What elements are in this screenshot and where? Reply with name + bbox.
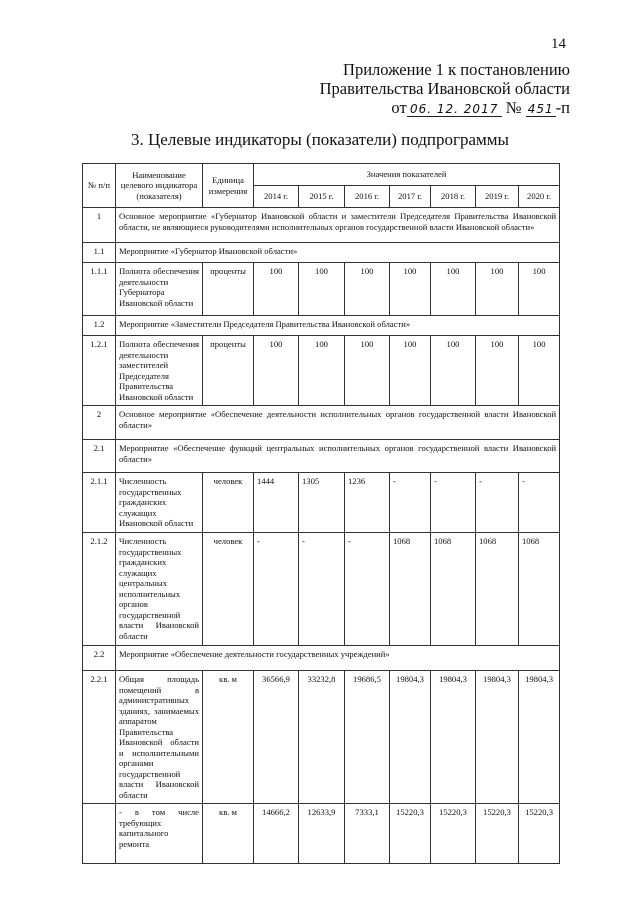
indicator-value: 14666,2 bbox=[254, 804, 299, 864]
indicator-value: - bbox=[345, 533, 390, 646]
indicator-value: - bbox=[476, 473, 519, 533]
row-number: 1 bbox=[83, 208, 116, 243]
indicator-value: 7333,1 bbox=[345, 804, 390, 864]
row-number: 2.1 bbox=[83, 440, 116, 473]
appendix-line-1: Приложение 1 к постановлению bbox=[343, 60, 570, 79]
section-text: Основное мероприятие «Обеспечение деятельности исполнительных органов государственной власти Ивановской области» bbox=[116, 406, 560, 440]
header-name: Наименование целевого индикатора (показателя) bbox=[116, 164, 203, 208]
row-number: 1.1 bbox=[83, 243, 116, 263]
row-number: 1.1.1 bbox=[83, 263, 116, 316]
indicator-unit: кв. м bbox=[203, 671, 254, 804]
indicator-value: 1068 bbox=[519, 533, 560, 646]
row-number: 1.2.1 bbox=[83, 336, 116, 406]
header-year: 2019 г. bbox=[476, 186, 519, 208]
indicator-unit: проценты bbox=[203, 336, 254, 406]
indicator-value: 15220,3 bbox=[390, 804, 431, 864]
header-year: 2015 г. bbox=[299, 186, 345, 208]
appendix-line-2: Правительства Ивановской области bbox=[319, 79, 570, 98]
indicator-value: - bbox=[519, 473, 560, 533]
indicator-value: - bbox=[431, 473, 476, 533]
section-text: Мероприятие «Обеспечение деятельности государственных учреждений» bbox=[116, 646, 560, 671]
appendix-header bbox=[320, 60, 570, 117]
header-values: Значения показателей bbox=[254, 164, 560, 186]
page-number: 14 bbox=[551, 36, 566, 52]
row-number: 2 bbox=[83, 406, 116, 440]
row-number: 2.2 bbox=[83, 646, 116, 671]
row-number: 2.2.1 bbox=[83, 671, 116, 804]
section-row bbox=[83, 646, 560, 671]
indicator-value: 19804,3 bbox=[431, 671, 476, 804]
header-year: 2017 г. bbox=[390, 186, 431, 208]
indicator-value: - bbox=[390, 473, 431, 533]
indicator-name: Общая площадь помещений в административных зданиях, занимаемых аппаратом Правительства Ивановской области и исполнительными органами государственной власти Ивановской области bbox=[116, 671, 203, 804]
indicator-value: 100 bbox=[431, 263, 476, 316]
row-number: 1.2 bbox=[83, 316, 116, 336]
section-row bbox=[83, 440, 560, 473]
indicator-value: 1236 bbox=[345, 473, 390, 533]
number-suffix: -п bbox=[555, 98, 570, 117]
indicator-name: Полнота обеспечения деятельности Губернатора Ивановской области bbox=[116, 263, 203, 316]
indicator-value: 100 bbox=[390, 336, 431, 406]
row-number bbox=[83, 804, 116, 864]
indicator-row bbox=[83, 473, 560, 533]
indicator-value: 19804,3 bbox=[390, 671, 431, 804]
indicator-unit: человек bbox=[203, 533, 254, 646]
header-num: № п/п bbox=[83, 164, 116, 208]
row-number: 2.1.1 bbox=[83, 473, 116, 533]
indicator-value: 100 bbox=[345, 263, 390, 316]
from-label: от bbox=[391, 98, 407, 117]
handwritten-date: 06. 12. 2017 bbox=[407, 102, 502, 117]
indicator-name: Полнота обеспечения деятельности заместителей Председателя Правительства Ивановской области bbox=[116, 336, 203, 406]
indicator-value: 100 bbox=[299, 336, 345, 406]
indicator-value: - bbox=[254, 533, 299, 646]
section-row bbox=[83, 316, 560, 336]
header-unit: Единица измерения bbox=[203, 164, 254, 208]
indicator-value: 33232,8 bbox=[299, 671, 345, 804]
indicator-value: 100 bbox=[519, 263, 560, 316]
header-year: 2014 г. bbox=[254, 186, 299, 208]
indicator-name: Численность государственных гражданских служащих центральных исполнительных органов государственной власти Ивановской области bbox=[116, 533, 203, 646]
indicator-name: Численность государственных гражданских служащих Ивановской области bbox=[116, 473, 203, 533]
indicators-table bbox=[82, 163, 560, 864]
indicator-value: 100 bbox=[476, 336, 519, 406]
indicator-value: 15220,3 bbox=[519, 804, 560, 864]
table-body bbox=[83, 208, 560, 864]
indicator-value: 15220,3 bbox=[476, 804, 519, 864]
indicator-value: 15220,3 bbox=[431, 804, 476, 864]
section-text: Мероприятие «Губернатор Ивановской области» bbox=[116, 243, 560, 263]
indicator-value: 100 bbox=[254, 336, 299, 406]
indicator-value: 100 bbox=[476, 263, 519, 316]
indicator-value: - bbox=[299, 533, 345, 646]
indicator-value: 100 bbox=[254, 263, 299, 316]
indicator-row bbox=[83, 533, 560, 646]
number-label: № bbox=[505, 98, 522, 117]
indicator-value: 19804,3 bbox=[519, 671, 560, 804]
indicator-row bbox=[83, 671, 560, 804]
indicator-value: 19686,5 bbox=[345, 671, 390, 804]
header-year: 2018 г. bbox=[431, 186, 476, 208]
indicator-row bbox=[83, 804, 560, 864]
section-text: Основное мероприятие «Губернатор Ивановской области и заместители Председателя Правительства Ивановской области, не являющиеся руководителями исполнительных органов государственной власти Ивановской области» bbox=[116, 208, 560, 243]
indicator-value: 100 bbox=[299, 263, 345, 316]
indicator-unit: человек bbox=[203, 473, 254, 533]
header-year: 2016 г. bbox=[345, 186, 390, 208]
section-title: 3. Целевые индикаторы (показатели) подпрограммы bbox=[131, 130, 509, 149]
appendix-line-3 bbox=[320, 98, 570, 117]
section-text: Мероприятие «Заместители Председателя Правительства Ивановской области» bbox=[116, 316, 560, 336]
indicator-name: - в том числе требующих капитального ремонта bbox=[116, 804, 203, 864]
handwritten-number: 451 bbox=[526, 102, 556, 117]
section-row bbox=[83, 406, 560, 440]
row-number: 2.1.2 bbox=[83, 533, 116, 646]
indicator-value: 1068 bbox=[476, 533, 519, 646]
section-row bbox=[83, 208, 560, 243]
indicator-value: 1068 bbox=[390, 533, 431, 646]
indicator-unit: проценты bbox=[203, 263, 254, 316]
indicator-value: 12633,9 bbox=[299, 804, 345, 864]
indicator-value: 1068 bbox=[431, 533, 476, 646]
indicator-value: 1444 bbox=[254, 473, 299, 533]
section-text: Мероприятие «Обеспечение функций центральных исполнительных органов государственной власти Ивановской области» bbox=[116, 440, 560, 473]
indicator-row bbox=[83, 263, 560, 316]
indicator-row bbox=[83, 336, 560, 406]
section-row bbox=[83, 243, 560, 263]
indicator-unit: кв. м bbox=[203, 804, 254, 864]
indicator-value: 100 bbox=[431, 336, 476, 406]
indicator-value: 19804,3 bbox=[476, 671, 519, 804]
indicator-value: 100 bbox=[390, 263, 431, 316]
indicator-value: 100 bbox=[345, 336, 390, 406]
indicator-value: 36566,9 bbox=[254, 671, 299, 804]
indicator-value: 1305 bbox=[299, 473, 345, 533]
indicator-value: 100 bbox=[519, 336, 560, 406]
header-year: 2020 г. bbox=[519, 186, 560, 208]
